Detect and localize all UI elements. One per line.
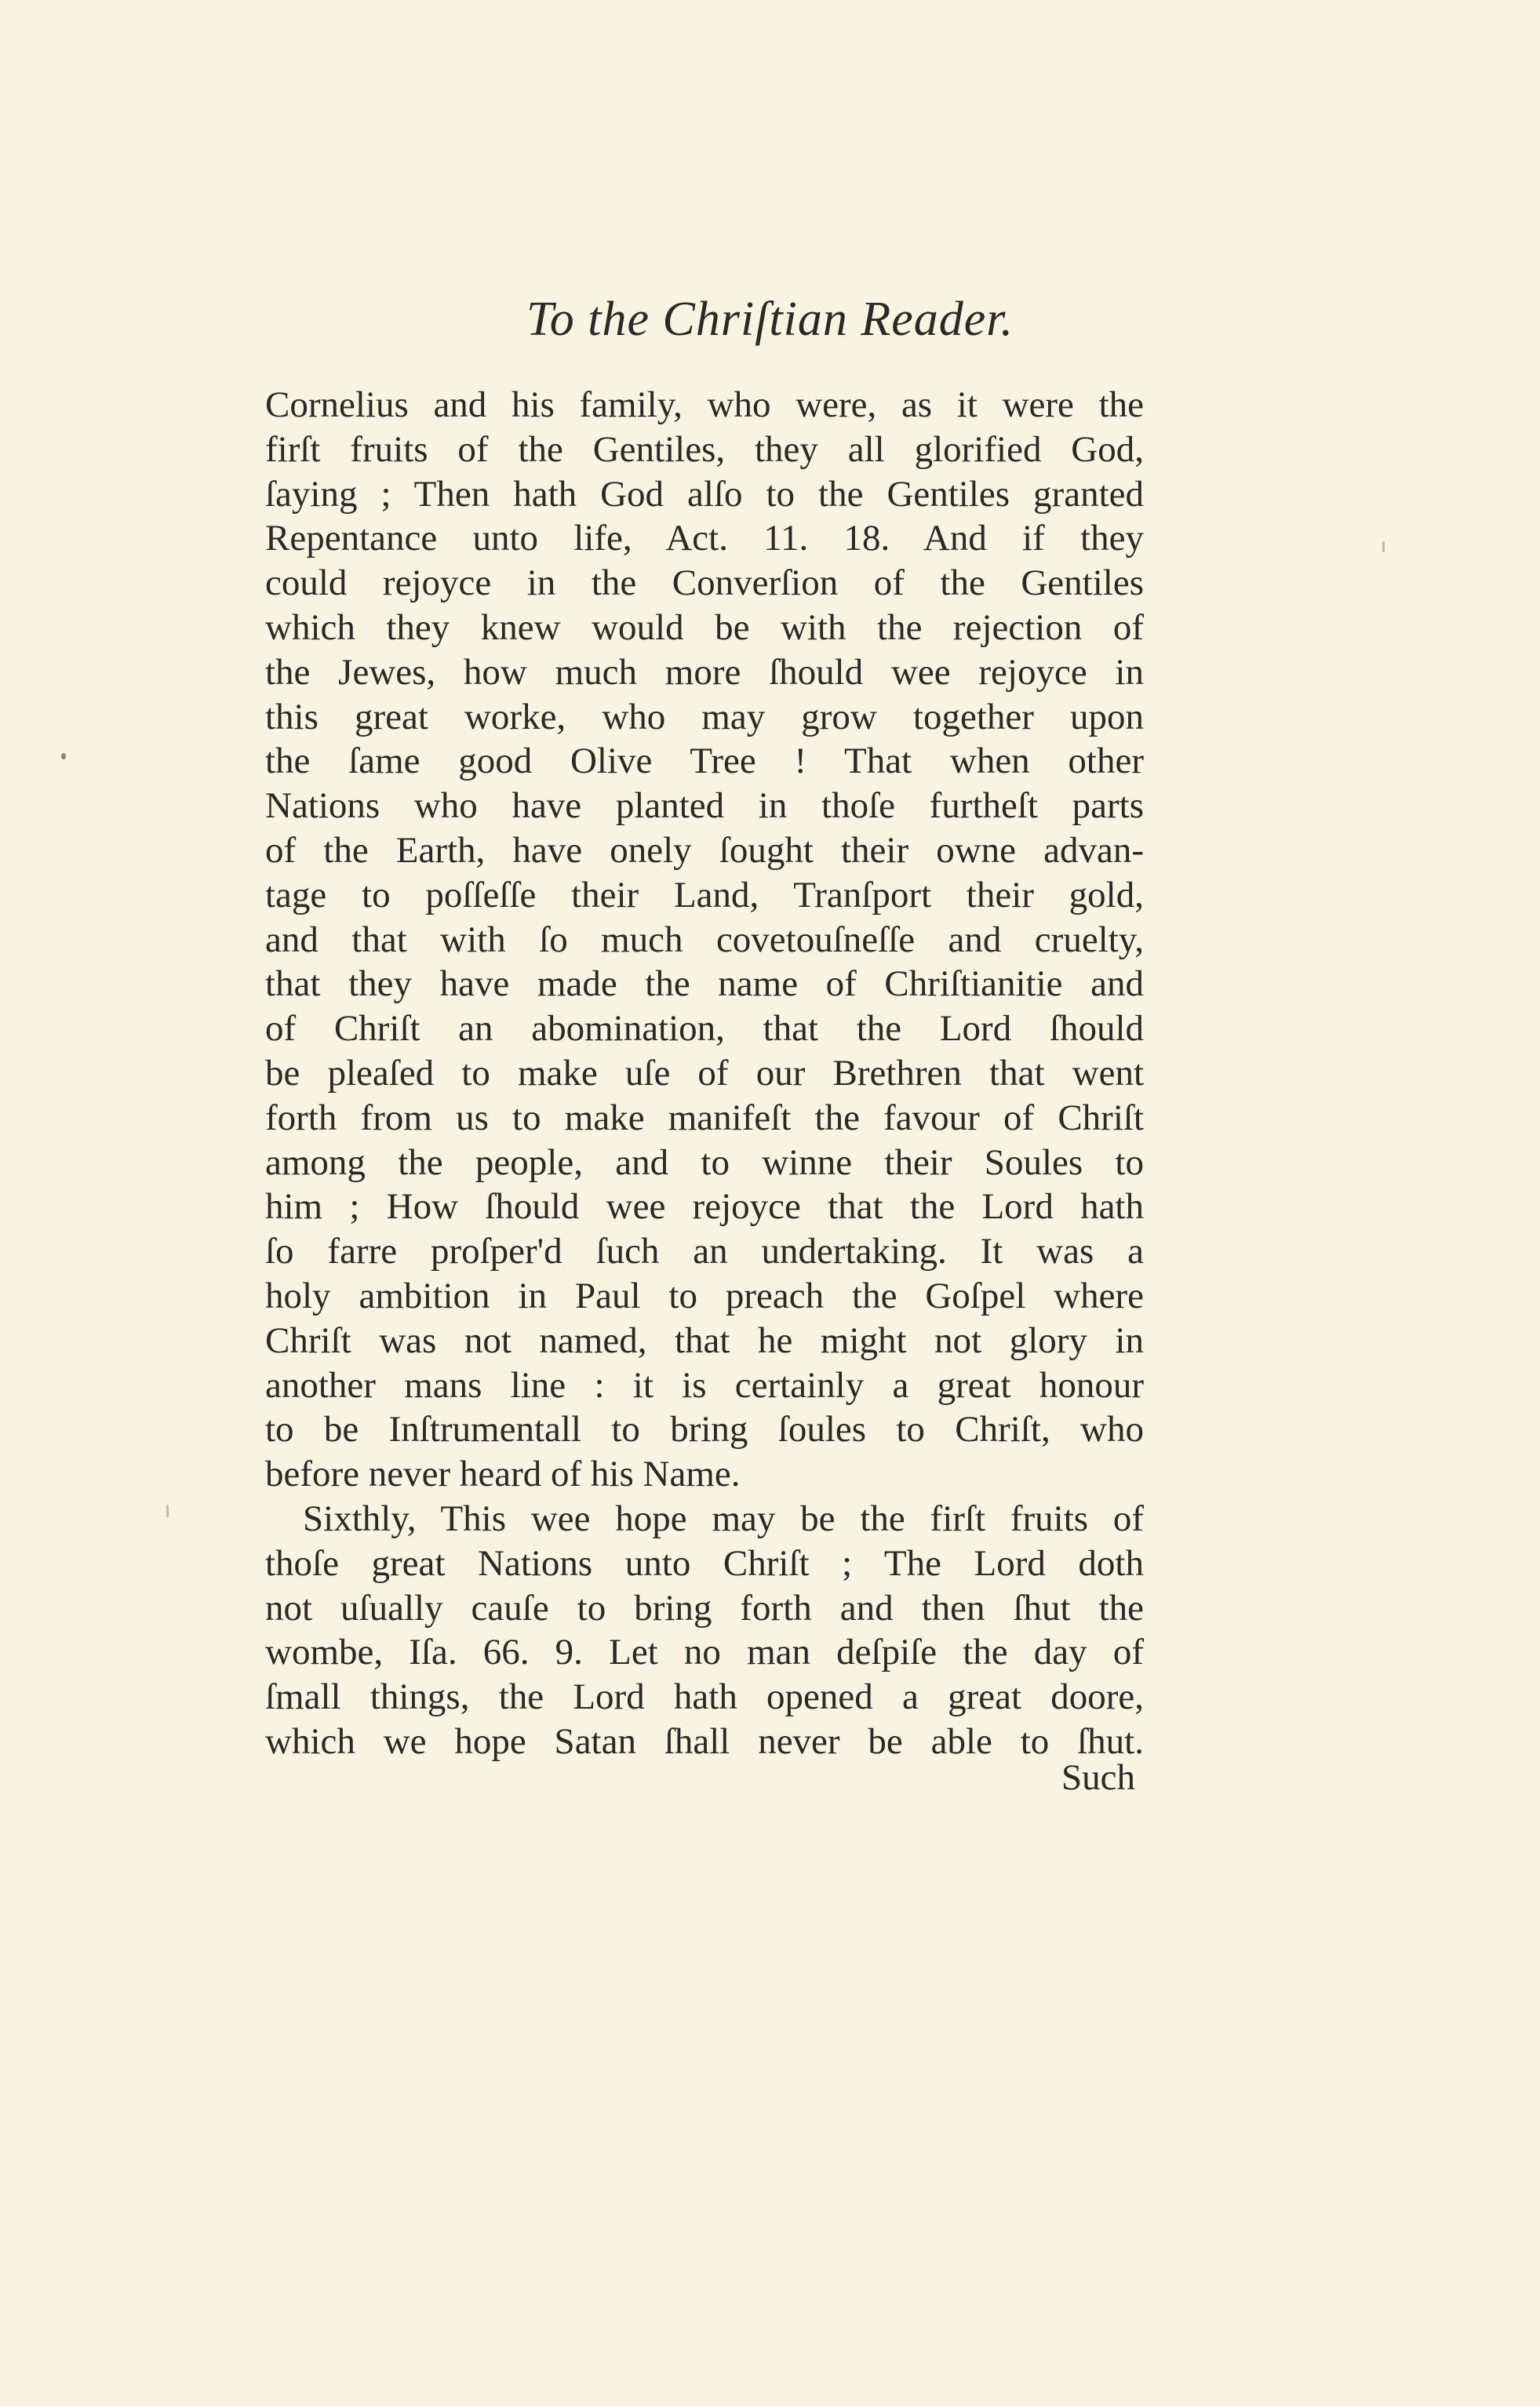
paper-speck [61, 753, 66, 759]
text-line: before never heard of his Name. [265, 1454, 741, 1495]
text-line: this great worke, who may grow together upon [265, 696, 1144, 737]
text-line: him ; How ſhould wee rejoyce that the Lord hath [265, 1186, 1144, 1228]
catchword: Such [1061, 1757, 1135, 1798]
text-line: forth from us to make manifeſt the favour of Chriſt [265, 1097, 1144, 1138]
text-line: another mans line : it is certainly a great honour [265, 1364, 1144, 1406]
text-line: holy ambition in Paul to preach the Goſpel where [265, 1275, 1144, 1316]
text-line: the ſame good Olive Tree ! That when other [265, 741, 1144, 782]
text-line: thoſe great Nations unto Chriſt ; The Lord doth [265, 1542, 1144, 1584]
text-line: firſt fruits of the Gentiles, they all glorified God, [265, 428, 1144, 470]
text-line: ſo farre proſper'd ſuch an undertaking. It was a [265, 1231, 1144, 1272]
text-line: Nations who have planted in thoſe furtheſt parts [265, 785, 1144, 827]
text-line: ſaying ; Then hath God alſo to the Gentiles granted [265, 473, 1144, 515]
text-line: wombe, Iſa. 66. 9. Let no man deſpiſe the day of [265, 1632, 1144, 1673]
paper-speck [166, 1505, 169, 1517]
text-line: the Jewes, how much more ſhould wee rejoyce in [265, 651, 1144, 693]
text-line: of the Earth, have onely ſought their owne advan- [265, 829, 1144, 871]
text-line: of Chriſt an abomination, that the Lord ſhould [265, 1008, 1144, 1050]
running-header: To the Chriſtian Reader. [526, 293, 1014, 346]
text-line: Chriſt was not named, that he might not glory in [265, 1319, 1144, 1361]
text-line: that they have made the name of Chriſtianitie and [265, 963, 1144, 1005]
text-line: which we hope Satan ſhall never be able to ſhut. [265, 1720, 1144, 1762]
text-line: and that with ſo much covetouſneſſe and cruelty, [265, 919, 1144, 960]
text-line: ſmall things, the Lord hath opened a great doore, [265, 1676, 1144, 1718]
text-line: could rejoyce in the Converſion of the Gentiles [265, 562, 1144, 604]
paper-speck [1382, 541, 1385, 552]
text-line: to be Inſtrumentall to bring ſoules to Chriſt, who [265, 1409, 1144, 1451]
text-line: Sixthly, This wee hope may be the firſt fruits of [303, 1498, 1144, 1539]
text-line: not uſually cauſe to bring forth and then ſhut the [265, 1587, 1144, 1629]
text-line: Cornelius and his family, who were, as it were the [265, 384, 1144, 425]
text-line: which they knew would be with the rejection of [265, 606, 1144, 648]
text-line: be pleaſed to make uſe of our Brethren that went [265, 1052, 1144, 1094]
text-line: Repentance unto life, Act. 11. 18. And if they [265, 518, 1144, 559]
body-text [265, 383, 1144, 1764]
text-line: among the people, and to winne their Soules to [265, 1141, 1144, 1183]
text-line: tage to poſſeſſe their Land, Tranſport their gold, [265, 874, 1144, 915]
